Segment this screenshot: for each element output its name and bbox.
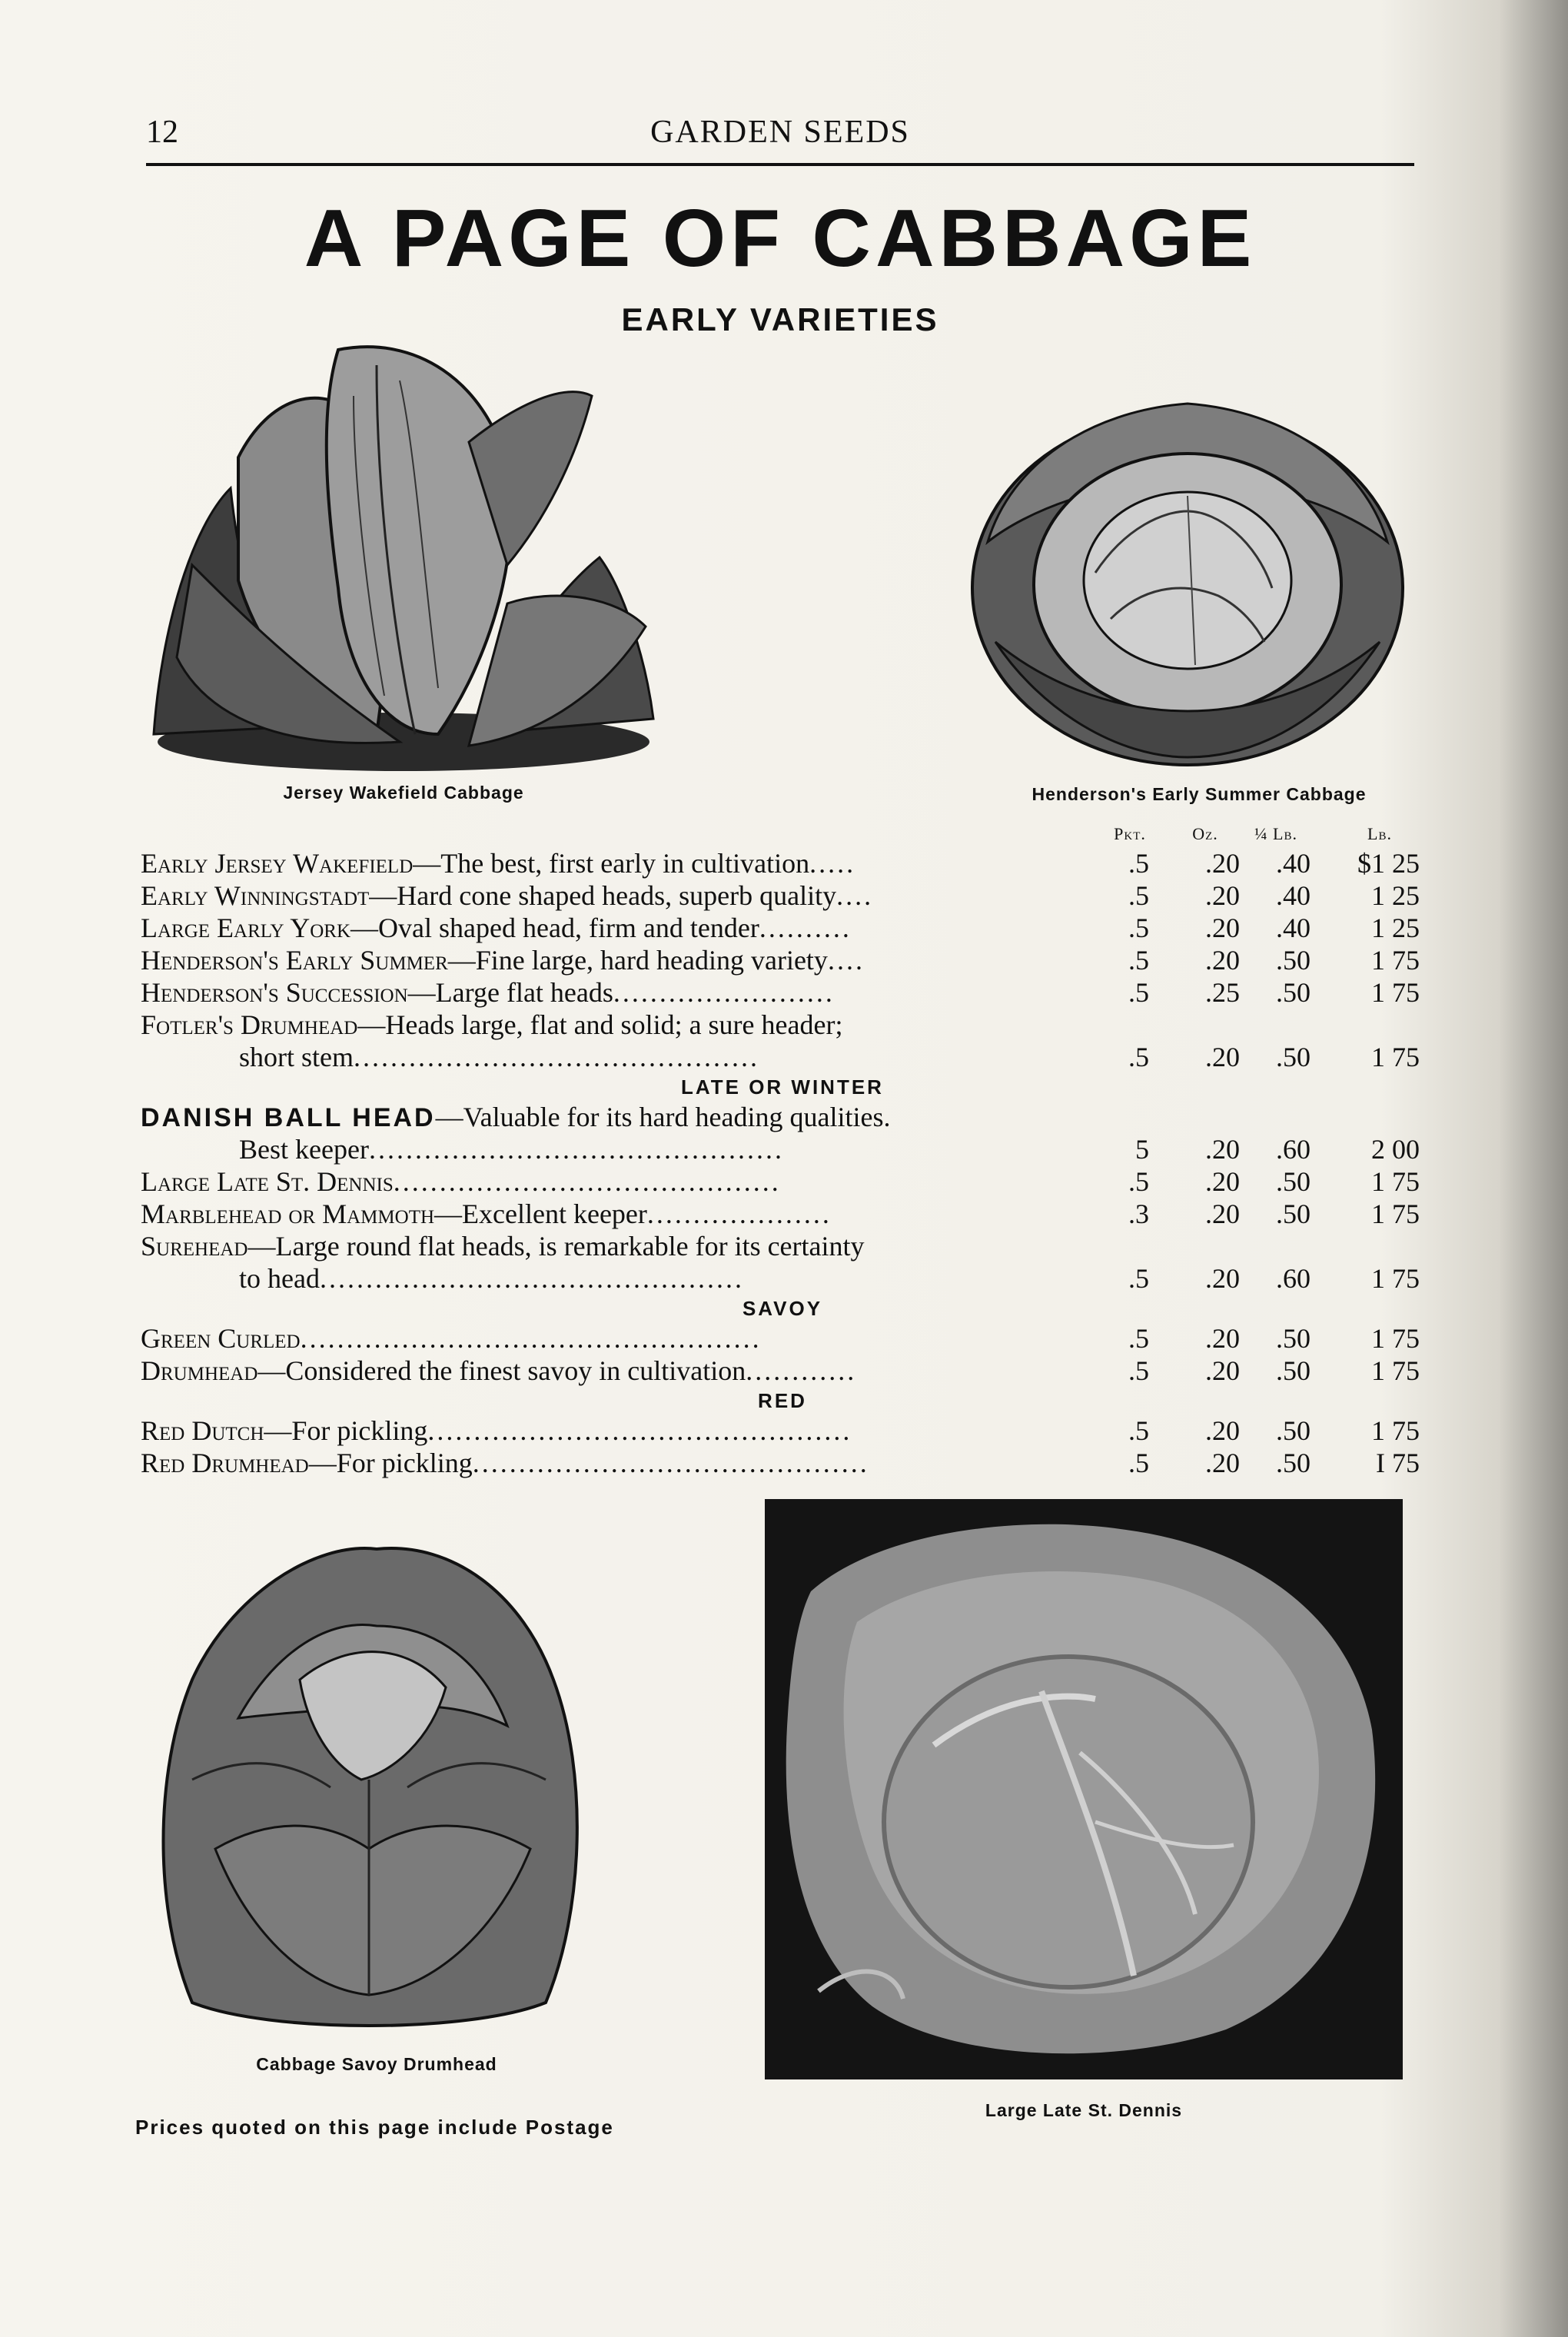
price-oz: .20 (1205, 1355, 1240, 1386)
price-rows (141, 847, 1424, 1479)
variety-text: —Large round flat heads, is remarkable for its certainty (247, 1231, 865, 1262)
hendersons-early-summer-illustration (965, 388, 1410, 773)
variety-description (141, 1165, 1117, 1198)
variety-description (141, 1322, 1117, 1355)
price-oz: .20 (1205, 1415, 1240, 1446)
price-row (141, 1414, 1424, 1447)
leader-dots: ............................................. (368, 1134, 784, 1165)
price-row (141, 1101, 1424, 1133)
leader-dots: .......................................... (393, 1166, 781, 1197)
price-pkt: .5 (1128, 913, 1149, 943)
price-lb: $1 25 (1357, 848, 1420, 879)
price-quarter-lb: .50 (1276, 1415, 1311, 1446)
price-oz: .20 (1205, 1166, 1240, 1197)
variety-name: Surehead (141, 1231, 248, 1262)
jersey-wakefield-illustration (146, 334, 661, 780)
variety-text: —Large flat heads (407, 977, 613, 1008)
price-oz: .25 (1205, 977, 1240, 1008)
price-pkt: .5 (1128, 945, 1149, 976)
variety-name: Henderson's Succession (141, 977, 408, 1008)
price-oz: .20 (1205, 1042, 1240, 1072)
variety-name: Early Winningstadt (141, 880, 370, 911)
variety-description (141, 1447, 1117, 1479)
price-row (141, 976, 1424, 1009)
price-quarter-lb: .40 (1276, 913, 1311, 943)
variety-description (239, 1262, 1117, 1295)
variety-description (141, 847, 1117, 879)
running-header (146, 114, 1414, 157)
price-oz: .20 (1205, 1323, 1240, 1354)
price-row (141, 1322, 1424, 1355)
price-row (141, 1133, 1424, 1165)
leader-dots: .............................................. (319, 1263, 744, 1294)
price-lb: 1 75 (1371, 977, 1420, 1008)
variety-name: Green Curled (141, 1323, 301, 1354)
price-row (141, 1041, 1424, 1073)
variety-description (141, 1355, 1117, 1387)
variety-description (141, 912, 1117, 944)
price-lb: 1 75 (1371, 1415, 1420, 1446)
variety-name: Red Drumhead (141, 1448, 309, 1478)
variety-name: Red Dutch (141, 1415, 264, 1446)
price-quarter-lb: .50 (1276, 1448, 1311, 1478)
price-pkt: .5 (1128, 1323, 1149, 1354)
price-lb: 1 75 (1371, 1042, 1420, 1072)
price-row (141, 1447, 1424, 1479)
price-row (141, 847, 1424, 879)
price-quarter-lb: .40 (1276, 848, 1311, 879)
leader-dots: .... (827, 945, 865, 976)
price-pkt: .5 (1128, 1448, 1149, 1478)
variety-text: —Fine large, hard heading variety (447, 945, 828, 976)
price-quarter-lb: .50 (1276, 1323, 1311, 1354)
variety-text: short stem (239, 1042, 354, 1072)
variety-description (141, 976, 1117, 1009)
price-row (141, 1355, 1424, 1387)
variety-description (141, 1414, 1117, 1447)
price-lb: 2 00 (1371, 1134, 1420, 1165)
variety-text: —Considered the finest savoy in cultivation (257, 1355, 746, 1386)
caption-savoy-drumhead: Cabbage Savoy Drumhead (256, 2054, 497, 2074)
leader-dots: .................... (646, 1198, 832, 1229)
column-header-oz: Oz. (1192, 824, 1218, 843)
caption-jersey-wakefield: Jersey Wakefield Cabbage (283, 783, 524, 803)
running-title: GARDEN SEEDS (650, 115, 910, 150)
caption-hendersons-early-summer: Henderson's Early Summer Cabbage (1031, 784, 1367, 804)
leader-dots: .......... (759, 913, 852, 943)
price-oz: .20 (1205, 1198, 1240, 1229)
variety-description (239, 1041, 1117, 1073)
price-row (141, 1262, 1424, 1295)
price-oz: .20 (1205, 1448, 1240, 1478)
large-late-st-dennis-photo (765, 1499, 1403, 2079)
leader-dots: .............................................. (427, 1415, 852, 1446)
variety-description (141, 1009, 1117, 1041)
section-heading: LATE OR WINTER (681, 1075, 884, 1099)
leader-dots: ............................................ (354, 1042, 759, 1072)
price-quarter-lb: .50 (1276, 1355, 1311, 1386)
variety-description (141, 1230, 1117, 1262)
variety-description (141, 1101, 1117, 1134)
price-oz: .20 (1205, 913, 1240, 943)
price-row (141, 944, 1424, 976)
price-lb: 1 25 (1371, 913, 1420, 943)
variety-name: Drumhead (141, 1355, 258, 1386)
price-quarter-lb: .50 (1276, 1198, 1311, 1229)
price-oz: .20 (1205, 1263, 1240, 1294)
variety-description (141, 944, 1117, 976)
price-quarter-lb: .60 (1276, 1134, 1311, 1165)
price-oz: .20 (1205, 848, 1240, 879)
leader-dots: ........................ (613, 977, 835, 1008)
variety-text: —For pickling (308, 1448, 473, 1478)
price-oz: .20 (1205, 1134, 1240, 1165)
variety-name: Early Jersey Wakefield (141, 848, 414, 879)
variety-name: Marblehead or Mammoth (141, 1198, 435, 1229)
variety-text: —Oval shaped head, firm and tender (350, 913, 759, 943)
price-quarter-lb: .50 (1276, 1166, 1311, 1197)
variety-text: to head (239, 1263, 320, 1294)
book-spine-shadow (1499, 0, 1568, 2337)
price-pkt: .5 (1128, 880, 1149, 911)
price-quarter-lb: .50 (1276, 977, 1311, 1008)
price-pkt: .5 (1128, 1415, 1149, 1446)
price-lb: 1 75 (1371, 1263, 1420, 1294)
price-row (141, 912, 1424, 944)
price-oz: .20 (1205, 945, 1240, 976)
price-pkt: .5 (1128, 1263, 1149, 1294)
variety-text: Best keeper (239, 1134, 369, 1165)
postage-note: Prices quoted on this page include Postage (135, 2116, 614, 2139)
leader-dots: .................................................. (300, 1323, 762, 1354)
variety-text: —The best, first early in cultivation (413, 848, 810, 879)
price-row (141, 1198, 1424, 1230)
variety-text: —Hard cone shaped heads, superb quality (369, 880, 837, 911)
price-pkt: .3 (1128, 1198, 1149, 1229)
variety-name: Large Early York (141, 913, 351, 943)
price-lb: I 75 (1376, 1448, 1420, 1478)
variety-text: —Valuable for its hard heading qualities. (435, 1102, 891, 1132)
price-quarter-lb: .60 (1276, 1263, 1311, 1294)
variety-text: —Heads large, flat and solid; a sure header; (357, 1009, 843, 1040)
price-pkt: .5 (1128, 1355, 1149, 1386)
variety-description (239, 1133, 1117, 1165)
price-quarter-lb: .50 (1276, 945, 1311, 976)
caption-large-late-st-dennis: Large Late St. Dennis (985, 2100, 1183, 2120)
price-row (141, 1009, 1424, 1041)
section-subtitle: EARLY VARIETIES (621, 301, 939, 337)
price-lb: 1 75 (1371, 1323, 1420, 1354)
column-header-pkt: Pkt. (1114, 824, 1146, 843)
price-row (141, 879, 1424, 912)
price-lb: 1 75 (1371, 1166, 1420, 1197)
price-pkt: .5 (1128, 977, 1149, 1008)
price-oz: .20 (1205, 880, 1240, 911)
price-pkt: .5 (1128, 848, 1149, 879)
leader-dots: ..... (809, 848, 856, 879)
price-pkt: 5 (1135, 1134, 1149, 1165)
price-row (141, 1165, 1424, 1198)
leader-dots: ........................................... (472, 1448, 869, 1478)
price-lb: 1 75 (1371, 945, 1420, 976)
variety-description (141, 1198, 1117, 1230)
price-row (141, 1230, 1424, 1262)
variety-text: —For pickling (264, 1415, 428, 1446)
leader-dots: .... (836, 880, 874, 911)
variety-name: DANISH BALL HEAD (141, 1103, 436, 1132)
price-quarter-lb: .50 (1276, 1042, 1311, 1072)
variety-name: Fotler's Drumhead (141, 1009, 358, 1040)
variety-description (141, 879, 1117, 912)
price-pkt: .5 (1128, 1166, 1149, 1197)
price-quarter-lb: .40 (1276, 880, 1311, 911)
leader-dots: ............ (746, 1355, 857, 1386)
page-number: 12 (146, 115, 178, 150)
price-lb: 1 75 (1371, 1198, 1420, 1229)
variety-text: —Excellent keeper (434, 1198, 647, 1229)
page-title: A PAGE OF CABBAGE (304, 193, 1257, 284)
price-lb: 1 25 (1371, 880, 1420, 911)
savoy-drumhead-illustration (146, 1526, 592, 2041)
section-heading: SAVOY (742, 1297, 823, 1320)
price-lb: 1 75 (1371, 1355, 1420, 1386)
variety-name: Henderson's Early Summer (141, 945, 448, 976)
price-pkt: .5 (1128, 1042, 1149, 1072)
section-heading: RED (758, 1389, 807, 1412)
variety-name: Large Late St. Dennis (141, 1166, 394, 1197)
column-header-lb: Lb. (1367, 824, 1392, 843)
header-rule (146, 163, 1414, 166)
column-header-quarter-lb: ¼ Lb. (1254, 824, 1297, 843)
